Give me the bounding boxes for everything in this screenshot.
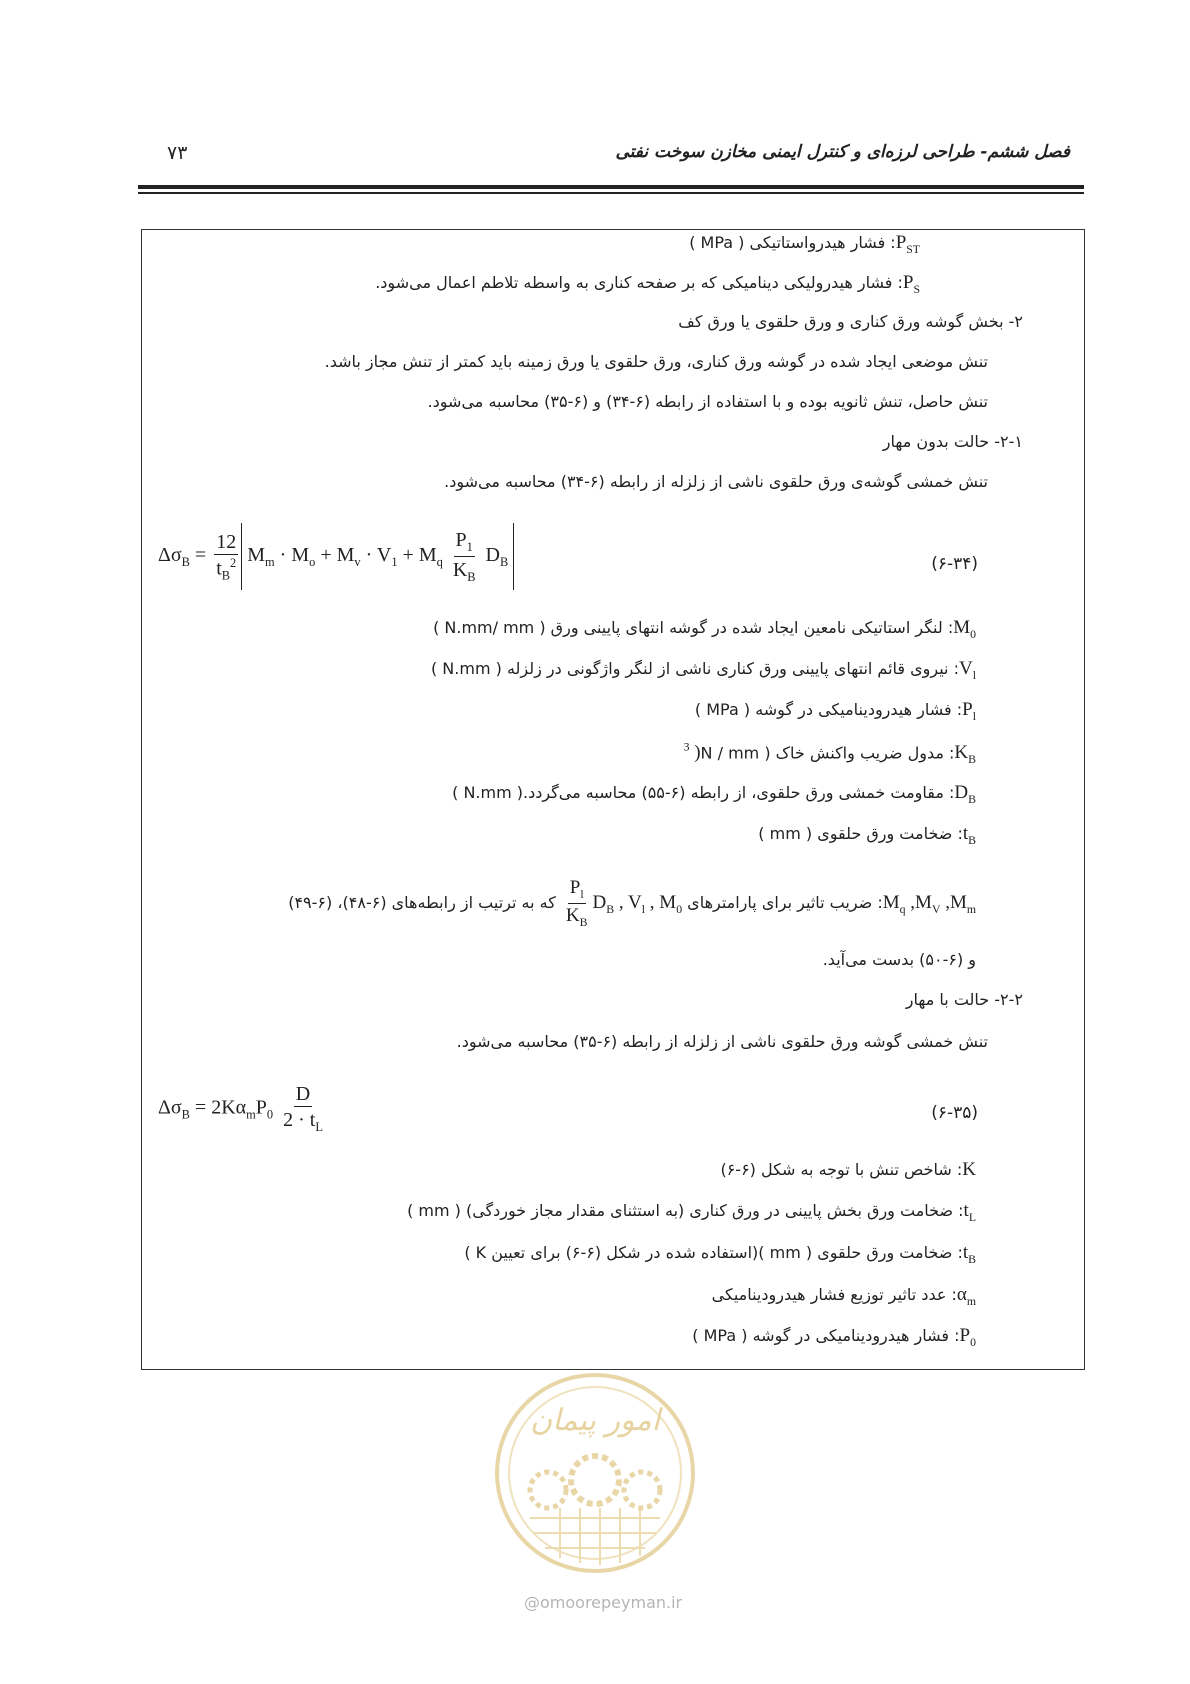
def-pst (689, 232, 920, 257)
section-2-1-heading: ۲-۱- حالت بدون مهار (882, 432, 1023, 451)
def-p0-text: : فشار هیدرودینامیکی در گوشه ( MPa ) (692, 1326, 960, 1345)
symbol-kb: $K_B$ (954, 742, 976, 767)
def-db (452, 782, 976, 807)
def-alpha-m-text: : عدد تاثیر توزیع فشار هیدرودینامیکی (711, 1285, 957, 1304)
symbol-p0: $P_0$ (959, 1325, 976, 1349)
paragraph-local-stress: تنش موضعی ایجاد شده در گوشه ورق کناری، ورق حلقوی یا ورق زمینه باید کمتر از تنش مجاز باشد. (324, 352, 988, 371)
header-rule-thin (138, 192, 1084, 194)
def-db-text: : مقاومت خمشی ورق حلقوی، از رابطه (۶-۵۵) محاسبه می‌گردد.( N.mm ) (452, 783, 955, 802)
symbol-tb2: $t_B$ (962, 1242, 976, 1266)
symbol-tb: $t_B$ (962, 823, 976, 847)
def-p0 (692, 1325, 976, 1350)
watermark-seal-icon (490, 1368, 700, 1578)
symbol-ps: $P_S$ (902, 272, 920, 296)
header-rule-thick (138, 185, 1084, 189)
section-2-heading: ۲- بخش گوشه ورق کناری و ورق حلقوی یا ورق کف (678, 312, 1023, 331)
paragraph-eq34-intro: تنش خمشی گوشه‌ی ورق حلقوی ناشی از زلزله از رابطه (۶-۳۴) محاسبه می‌شود. (444, 472, 988, 491)
unit-mm3-close: $^3$ ) (683, 741, 701, 764)
def-kb-text: : مدول ضریب واکنش خاک ( N / mm (700, 743, 955, 763)
paragraph-secondary-stress: تنش حاصل، تنش ثانویه بوده و با استفاده از رابطه (۶-۳۴) و (۶-۳۵) محاسبه می‌شود. (427, 392, 988, 411)
equation-35-number: (۶-۳۵) (931, 1103, 978, 1123)
def-pst-text: : فشار هیدرواستاتیکی ( MPa ) (689, 233, 896, 252)
def-m0 (433, 617, 976, 642)
def-tl (407, 1200, 976, 1225)
params-list: $\frac{P_l}{K_B}$ $D_B$ , $V_l$ , $M_0$ (565, 877, 683, 929)
def-ps (375, 272, 920, 297)
def-v1-text: : نیروی قائم انتهای پایینی ورق کناری ناشی از لنگر واژگونی در زلزله ( N.mm ) (430, 659, 959, 678)
def-tb (758, 823, 976, 848)
chapter-title: فصل ششم- طراحی لرزه‌ای و کنترل ایمنی مخازن سوخت نفتی (615, 142, 1070, 162)
symbol-v1: $V_l$ (958, 658, 976, 682)
def-k-text: : شاخص تنش با توجه به شکل (۶-۶) (720, 1160, 963, 1179)
symbol-mq-mv-mm: $M_q$ $,M_V$ $,M_m$ (882, 892, 976, 916)
def-ps-text: : فشار هیدرولیکی دینامیکی که بر صفحه کناری به واسطه تلاطم اعمال می‌شود. (375, 273, 903, 292)
def-tl-text: : ضخامت ورق بخش پایینی در ورق کناری (به استثنای مقدار مجاز خوردگی) ( mm ) (407, 1201, 964, 1220)
def-p1 (695, 699, 976, 724)
def-tb2-text: : ضخامت ورق حلقوی ( mm )(استفاده شده در شکل (۶-۶) برای تعیین K ) (464, 1243, 963, 1262)
symbol-tl: $t_L$ (963, 1200, 976, 1224)
paragraph-eq35-intro: تنش خمشی گوشه ورق حلقوی ناشی از زلزله از رابطه (۶-۳۵) محاسبه می‌شود. (456, 1032, 988, 1051)
def-kb (684, 741, 976, 767)
symbol-m0: $M_0$ (953, 617, 976, 641)
symbol-pst: $P_{ST}$ (895, 232, 920, 256)
symbol-db: $D_B$ (954, 782, 976, 806)
def-mq-cont: و (۶-۵۰) بدست می‌آید. (822, 950, 976, 969)
page-number: ۷۳ (167, 142, 188, 164)
equation-34-number: (۶-۳۴) (931, 554, 978, 574)
symbol-k: K (962, 1159, 976, 1180)
equation-35: $\Delta\sigma_B = 2K\alpha_mP_0$ $\frac{D}{2 \cdot t_L}$ (158, 1083, 323, 1134)
def-k (720, 1159, 976, 1181)
def-alpha-m (712, 1284, 976, 1309)
def-mq-text: : ضریب تاثیر برای پارامترهای (687, 893, 883, 913)
def-p1-text: : فشار هیدرودینامیکی در گوشه ( MPa ) (694, 700, 963, 719)
symbol-p1: $P_l$ (962, 699, 976, 723)
watermark-url: @omoorepeyman.ir (524, 1593, 683, 1612)
def-v1 (431, 658, 976, 683)
section-2-2-heading: ۲-۲- حالت با مهار (905, 990, 1023, 1009)
symbol-alpha-m: $\alpha_m$ (956, 1284, 976, 1308)
def-tb2 (464, 1242, 976, 1267)
def-mq-mv-mm (288, 878, 976, 930)
def-mq-ref-text: که به ترتیب از رابطه‌های (۶-۴۸)، (۶-۴۹) (288, 893, 556, 913)
def-tb-text: : ضخامت ورق حلقوی ( mm ) (758, 824, 963, 843)
svg-text:امور پیمان: امور پیمان (530, 1403, 660, 1438)
def-m0-text: : لنگر استاتیکی نامعین ایجاد شده در گوشه انتهای پایینی ورق ( N.mm/ mm ) (433, 618, 954, 637)
equation-34: $\Delta\sigma_B$ = $\frac{12}{t_B^2}$ $M_m \cdot M_o + M_v \cdot V_1 + M_q$ $\frac{P_1}{K_B}$ $D_B$ (158, 523, 514, 590)
